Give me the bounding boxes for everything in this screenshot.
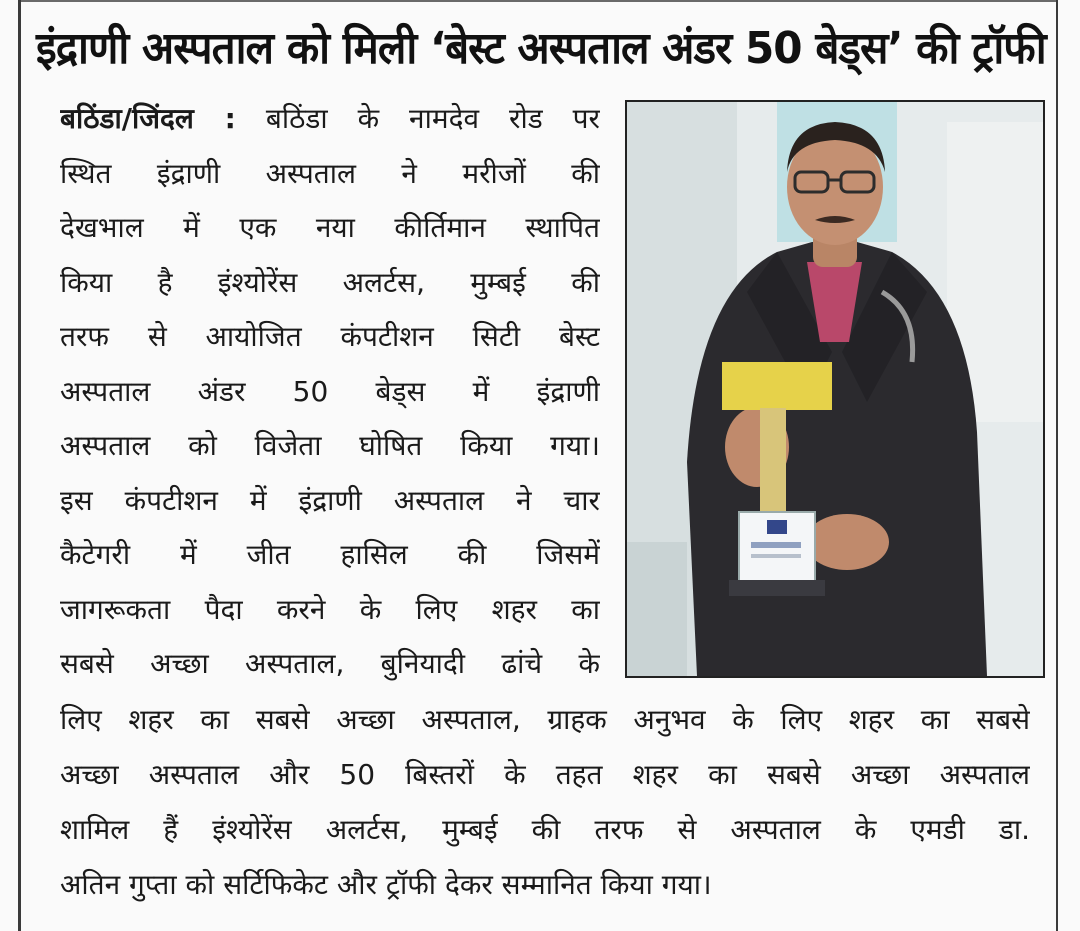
article-line: देखभाल में एक नया कीर्तिमान स्थापित bbox=[60, 211, 600, 244]
article-line: अस्पताल अंडर 50 बेड्स में इंद्राणी bbox=[60, 374, 600, 408]
article-line: इस कंपटीशन में इंद्राणी अस्पताल ने चार bbox=[60, 483, 600, 517]
article-line: अस्पताल को विजेता घोषित किया गया। bbox=[60, 429, 600, 462]
photo-illustration bbox=[627, 102, 1043, 676]
article-line: सबसे अच्छा अस्पताल, बुनियादी ढांचे के bbox=[60, 647, 600, 680]
article-line: अतिन गुप्ता को सर्टिफिकेट और ट्रॉफी देकर सम्मानित किया गया। bbox=[60, 868, 712, 901]
page-right-rule bbox=[1056, 0, 1058, 931]
article-line: शामिल हैं इंश्योरेंस अलर्टस, मुम्बई की तरफ से अस्पताल के एमडी डा. bbox=[60, 813, 1030, 846]
article-dateline: बठिंडा/जिंदल : bbox=[60, 102, 236, 135]
page-left-rule bbox=[18, 0, 21, 931]
article-headline: इंद्राणी अस्पताल को मिली ‘बेस्ट अस्पताल अंडर 50 बेड्स’ की ट्रॉफी bbox=[36, 23, 1046, 74]
article-line: कैटेगरी में जीत हासिल की जिसमें bbox=[60, 538, 600, 571]
article-line: जागरूकता पैदा करने के लिए शहर का bbox=[60, 592, 600, 626]
person-holding-trophy-photo bbox=[625, 100, 1045, 678]
article-line: स्थित इंद्राणी अस्पताल ने मरीजों की bbox=[60, 156, 600, 190]
article-line: अच्छा अस्पताल और 50 बिस्तरों के तहत शहर का सबसे अच्छा अस्पताल bbox=[60, 758, 1030, 791]
article-line: तरफ से आयोजित कंपटीशन सिटी बेस्ट bbox=[60, 320, 600, 353]
article-continuation bbox=[60, 692, 1030, 912]
article-line: किया है इंश्योरेंस अलर्टस, मुम्बई की bbox=[60, 265, 600, 299]
page-top-rule bbox=[18, 0, 1058, 2]
article-column bbox=[60, 92, 600, 692]
article-line-text: बठिंडा के नामदेव रोड पर bbox=[265, 102, 600, 135]
article-line-first bbox=[60, 92, 600, 147]
article-line: लिए शहर का सबसे अच्छा अस्पताल, ग्राहक अनुभव के लिए शहर का सबसे bbox=[60, 703, 1030, 736]
